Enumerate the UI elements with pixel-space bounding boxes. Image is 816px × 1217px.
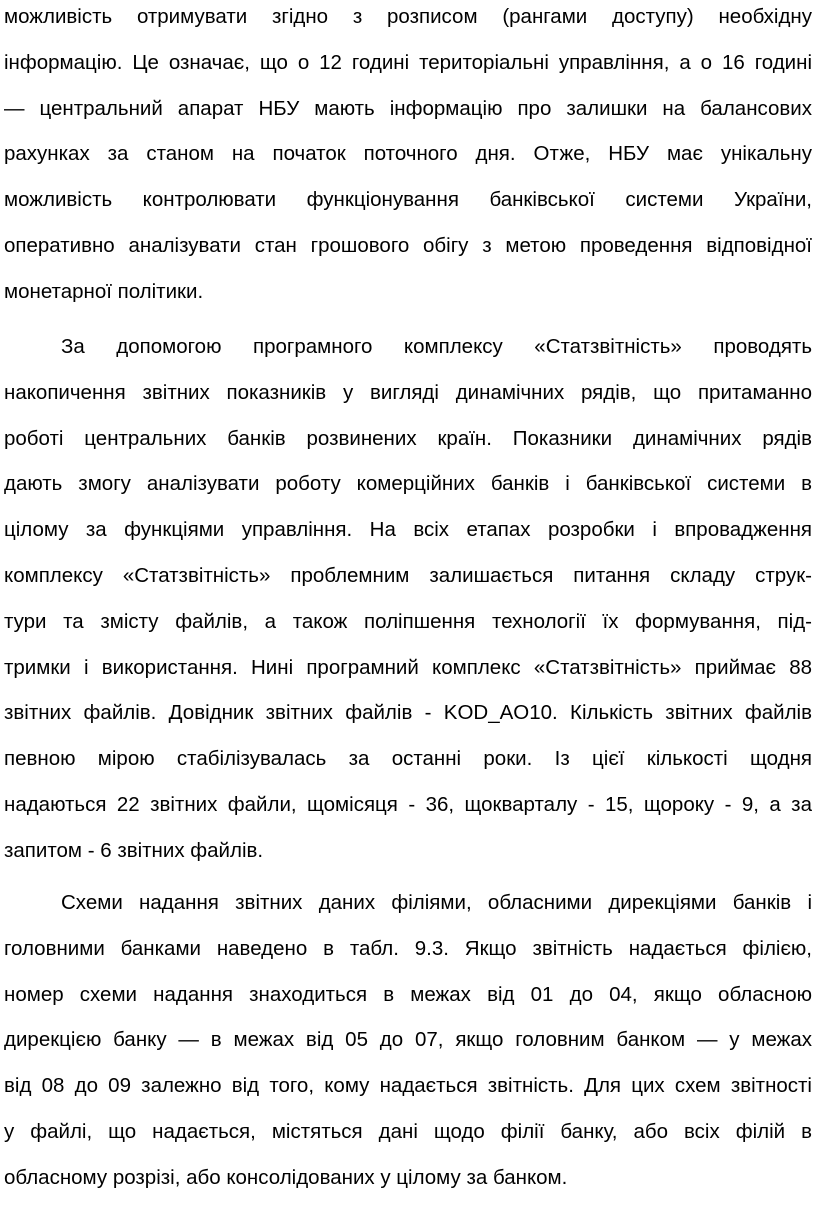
paragraph [4, 324, 812, 874]
text-line: запитом - 6 звітних файлів. [4, 838, 264, 862]
text-line: накопичення звітних показників у вигляді динамічних рядів, що притаманно [4, 380, 812, 404]
text-line: Схеми надання звітних даних філіями, обласними дирекціями банків і [61, 891, 812, 914]
text-line: — центральний апарат НБУ мають інформацію про залишки на балансових [4, 96, 812, 120]
text-line: можливість отримувати згідно з розписом (рангами доступу) необхідну [4, 5, 812, 28]
text-line: можливість контролювати функціонування банківської системи України, [4, 188, 812, 212]
paragraph [4, 880, 812, 1201]
text-line: дирекцією банку — в межах від 05 до 07, якщо головним банком — у межах [4, 1028, 812, 1052]
text-line: головними банками наведено в табл. 9.3. Якщо звітність надається філією, [4, 936, 812, 960]
text-line: інформацію. Це означає, що о 12 годині територіальні управління, а о 16 годині [4, 50, 812, 74]
text-line: рахунках за станом на початок поточного дня. Отже, НБУ має унікальну [4, 142, 812, 166]
text-line: тримки і використання. Нині програмний комплекс «Статзвітність» приймає 88 [4, 655, 812, 679]
text-line: монетарної політики. [4, 279, 204, 303]
text-line: За допомогою програмного комплексу «Статзвітність» проводять [61, 335, 812, 358]
text-line: номер схеми надання знаходиться в межах від 01 до 04, якщо обласною [4, 982, 812, 1006]
text-line: звітних файлів. Довідник звітних файлів - KOD_AO10. Кількість звітних файлів [4, 701, 812, 725]
text-line: цілому за функціями управління. На всіх етапах розробки і впровадження [4, 518, 812, 542]
text-line: від 08 до 09 залежно від того, кому надається звітність. Для цих схем звітності [4, 1074, 812, 1098]
text-line: у файлі, що надається, містяться дані щодо філії банку, або всіх філій в [4, 1119, 812, 1143]
text-line: надаються 22 звітних файли, щомісяця - 36, щокварталу - 15, щороку - 9, а за [4, 792, 812, 816]
text-line: оперативно аналізувати стан грошового обігу з метою проведення відповідної [4, 233, 812, 257]
text-line: певною мірою стабілізувалась за останні роки. Із цієї кількості щодня [4, 747, 812, 771]
text-line: дають змогу аналізувати роботу комерційних банків і банківської системи в [4, 472, 812, 496]
text-line: обласному розрізі, або консолідованих у цілому за банком. [4, 1165, 568, 1189]
text-line: тури та змісту файлів, а також поліпшення технології їх формування, під- [4, 609, 812, 633]
text-line: роботі центральних банків розвинених країн. Показники динамічних рядів [4, 426, 812, 450]
paragraph [4, 0, 812, 315]
text-line: комплексу «Статзвітність» проблемним залишається питання складу струк- [4, 563, 812, 587]
